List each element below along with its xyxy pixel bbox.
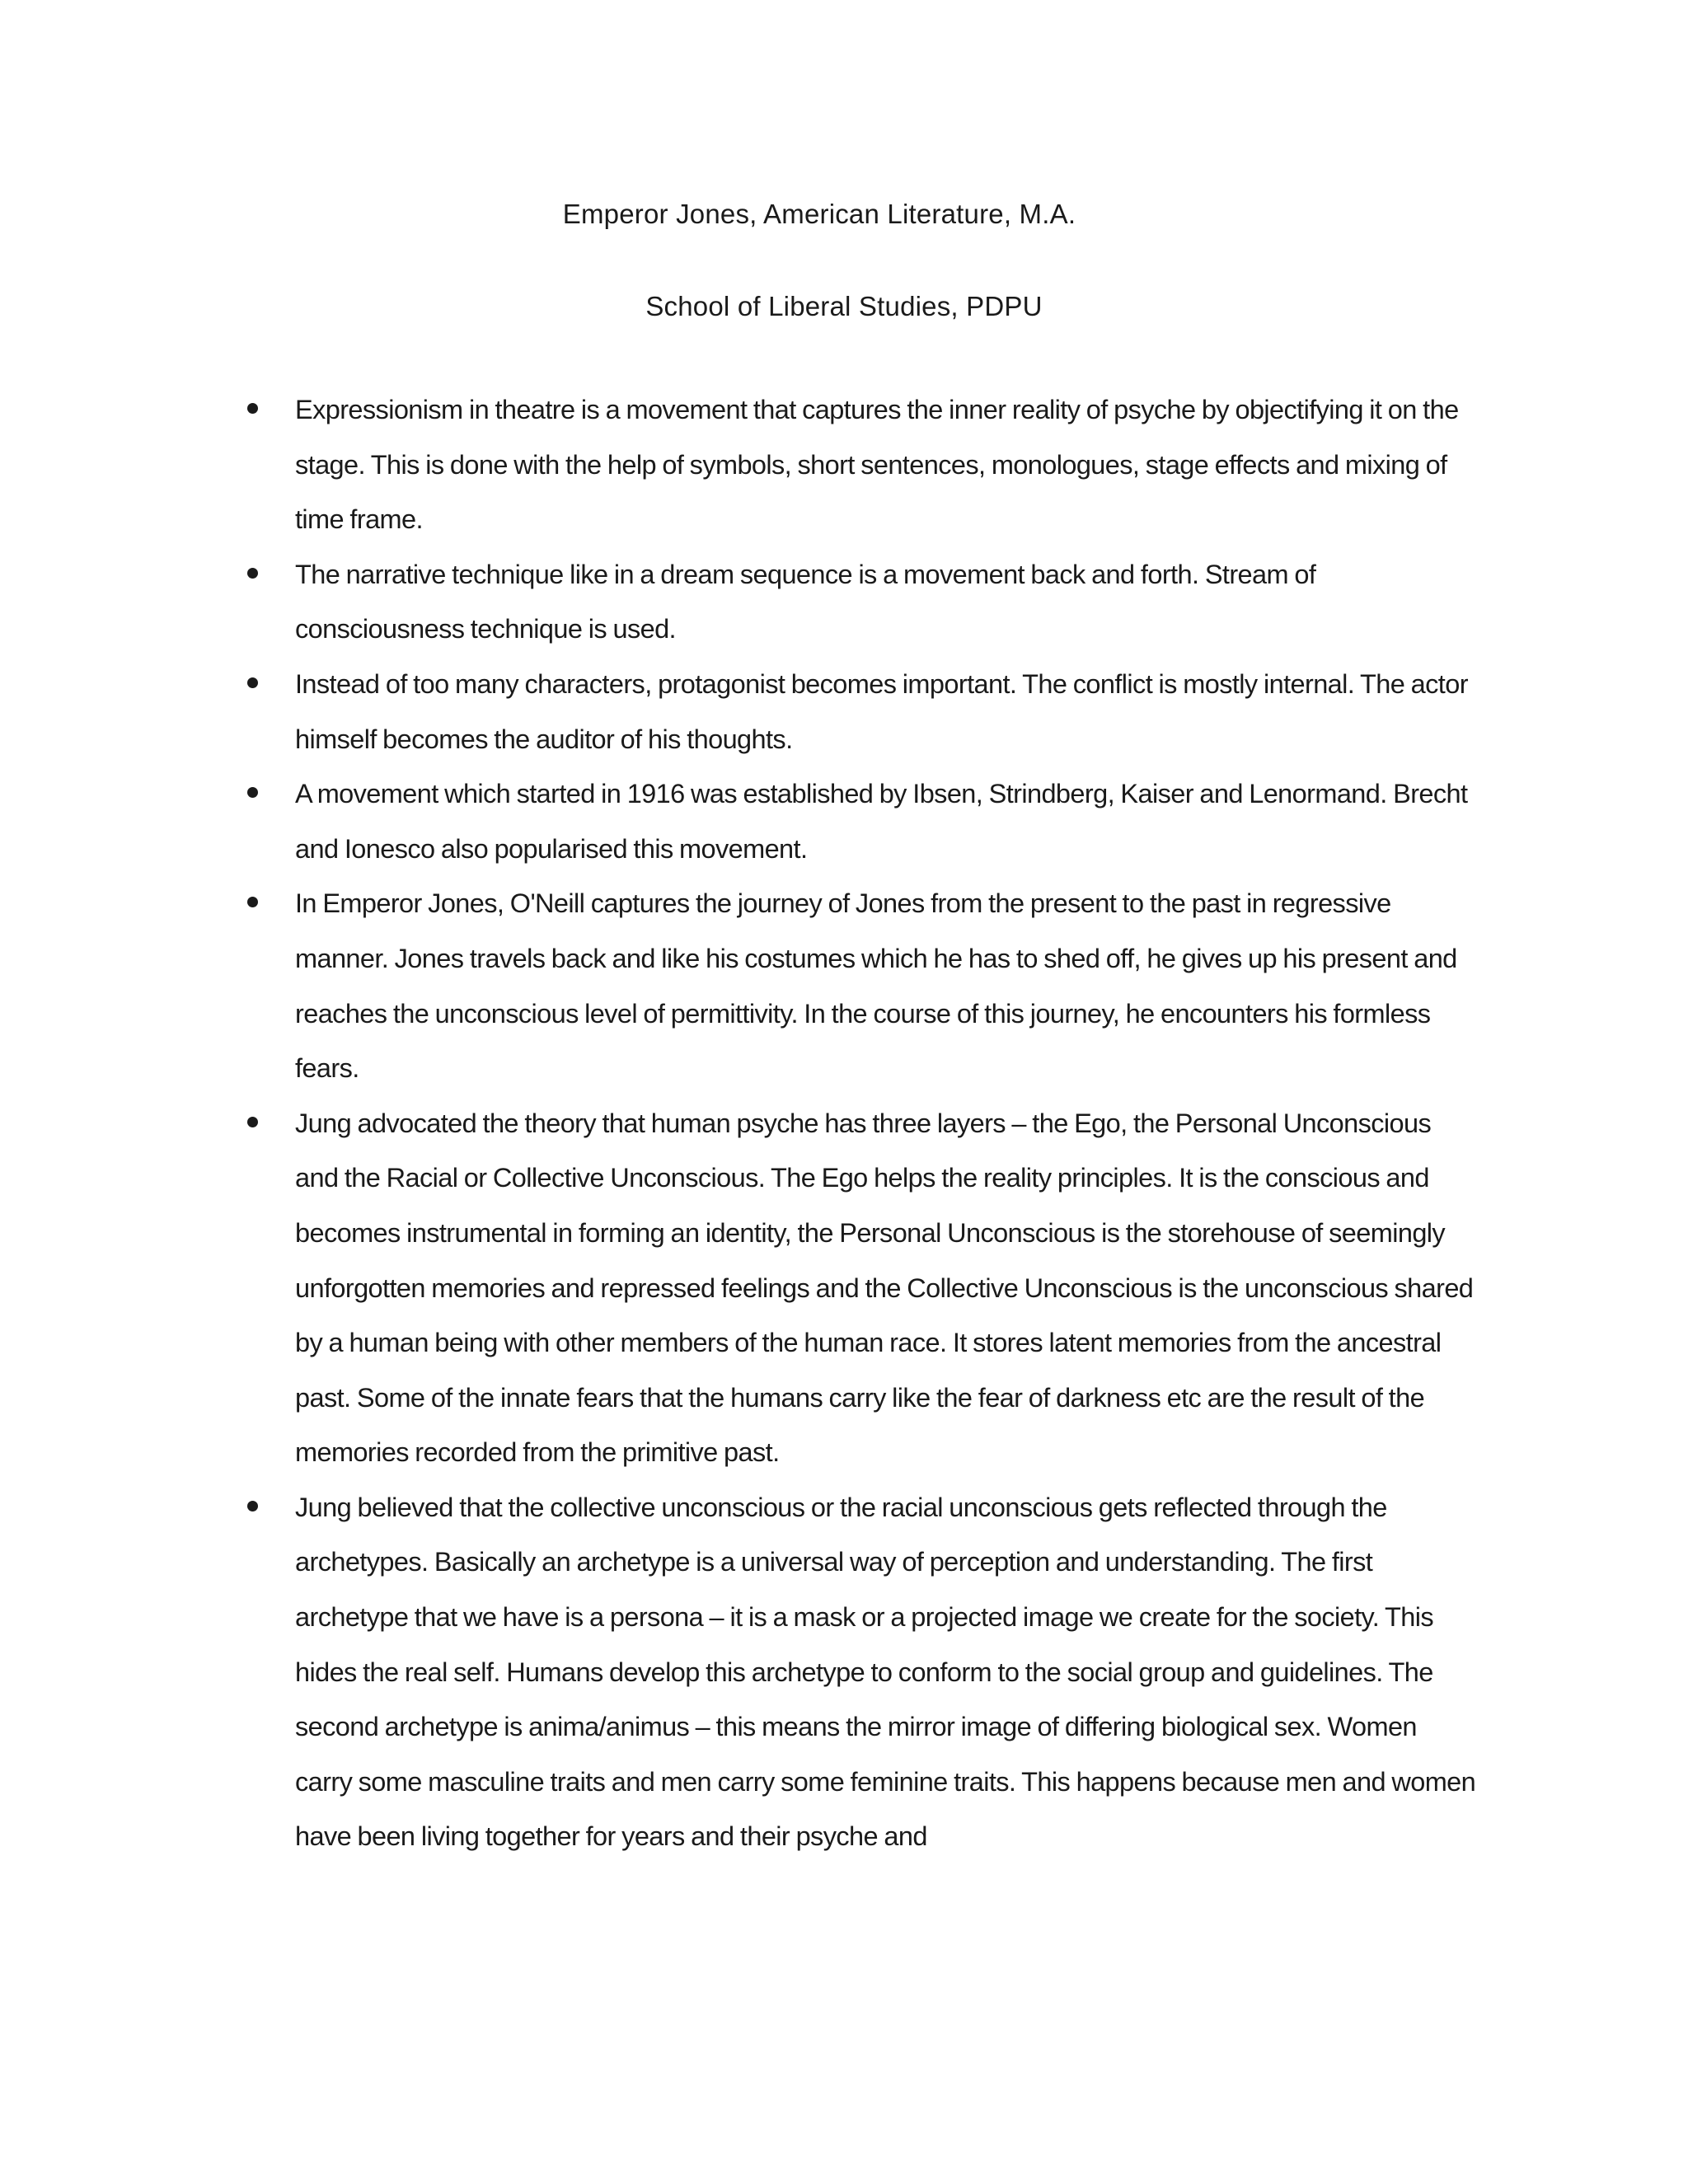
bullet-icon — [247, 568, 258, 579]
list-item — [247, 657, 1479, 766]
bullet-icon — [247, 403, 258, 414]
bullet-icon — [247, 787, 258, 798]
list-item — [247, 1480, 1479, 1864]
document-subtitle: School of Liberal Studies, PDPU — [645, 291, 1043, 321]
bullet-text: Instead of too many characters, protagonist becomes important. The conflict is mostly internal. The actor himself becomes the auditor of his thoughts. — [295, 668, 1468, 754]
list-item — [247, 547, 1479, 657]
list-item — [247, 876, 1479, 1095]
bullet-text: Jung believed that the collective unconscious or the racial unconscious gets reflected through the archetypes. Basically an archetype is a universal way of perception and understanding. The first archetype that we have is a persona – it is a mask or a projected image we create for the society. This hides the real self. Humans develop this archetype to conform to the social group and guidelines. The second archetype is anima/animus – this means the mirror image of differing biological sex. Women carry some masculine traits and men carry some feminine traits. This happens because men and women have been living together for years and their psyche and — [295, 1492, 1476, 1852]
bullet-text: A movement which started in 1916 was established by Ibsen, Strindberg, Kaiser and Lenormand. Brecht and Ionesco also popularised this movement. — [295, 779, 1468, 864]
bullet-text: The narrative technique like in a dream sequence is a movement back and forth. Stream of consciousness technique is used. — [295, 559, 1316, 644]
bullet-icon — [247, 1501, 258, 1511]
list-item — [247, 1096, 1479, 1480]
bullet-text: Expressionism in theatre is a movement that captures the inner reality of psyche by objectifying it on the stage. This is done with the help of symbols, short sentences, monologues, stage effects and mixing of time frame. — [295, 395, 1459, 535]
bullet-icon — [247, 897, 258, 907]
bullet-icon — [247, 1117, 258, 1127]
bullet-text: In Emperor Jones, O'Neill captures the journey of Jones from the present to the past in regressive manner. Jones travels back and like his costumes which he has to shed off, he gives up his present and reaches the unconscious level of permittivity. In the course of this journey, he encounters his formless fears. — [295, 888, 1457, 1084]
list-item — [247, 766, 1479, 876]
document-title: Emperor Jones, American Literature, M.A. — [562, 199, 1076, 229]
bullet-icon — [247, 677, 258, 688]
bullet-list — [247, 382, 1479, 1864]
bullet-text: Jung advocated the theory that human psyche has three layers – the Ego, the Personal Unconscious and the Racial or Collective Unconscious. The Ego helps the reality principles. It is the conscious and becomes instrumental in forming an identity, the Personal Unconscious is the storehouse of seemingly unforgotten memories and repressed feelings and the Collective Unconscious is the unconscious shared by a human being with other members of the human race. It stores latent memories from the ancestral past. Some of the innate fears that the humans carry like the fear of darkness etc are the result of the memories recorded from the primitive past. — [295, 1108, 1474, 1468]
list-item — [247, 382, 1479, 547]
